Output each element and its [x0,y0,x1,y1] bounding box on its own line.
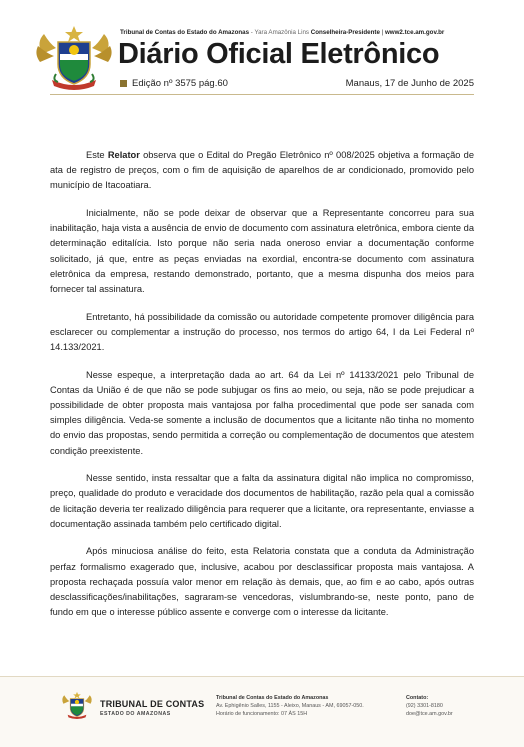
footer-contact-title: Contato: [406,695,429,701]
paragraph-3: Entretanto, há possibilidade da comissão ou autoridade competente promover diligência para esclarecer ou complementar a instrução do processo, nos termos do artigo 64, I da Lei Federal nº 14.133/2021. [50,311,474,353]
footer-address [216,694,364,719]
paragraph-1 [50,148,474,194]
page-title: Diário Oficial Eletrônico [118,38,440,70]
footer-address-street: Av. Ephigênio Salles, 1155 - Aleixo, Manaus - AM, 69057-050. [216,703,364,710]
footer-brand [100,699,204,717]
footer-contact-phone[interactable]: (92) 3301-8180 [406,703,443,710]
footer-brand-state: ESTADO DO AMAZONAS [100,711,171,717]
paragraph-6: Após minuciosa análise do feito, esta Relatoria constata que a conduta da Administração perfaz formalismo exagerado que, inclusive, acabou por desclassificar proposta mais vantajosa. A proposta rechaçada possuía valor menor em relação às demais, que, ao fim e ao cabo, após outras desclassificações/inabilitações, sagraram-se vencedoras, vislumbrando-se, neste ponto, pano de fundo em que o interesse público assente e converge com o interesse da licitante. [50,546,474,618]
square-bullet-icon [120,80,127,87]
coat-of-arms-icon [34,24,114,90]
paragraph-1-text: observa que o Edital do Pregão Eletrônico nº 008/2025 objetiva a formação de ata de registro de preços, com o fim de aquisição de aparelhos de ar condicionado, promovido pelo município de Itacoatiara. [50,150,474,191]
president-name: - Yara Amazônia Lins [250,29,310,36]
paragraph-1-lead: Este [86,150,105,160]
header-divider [50,94,474,95]
edition-label: Edição nº 3575 pág.60 [132,78,228,89]
footer-contact [406,694,453,719]
footer-address-title: Tribunal de Contas do Estado do Amazonas [216,695,329,701]
president-role: Conselheira-Presidente [310,29,380,36]
footer-contact-email[interactable]: doe@tce.am.gov.br [406,711,453,718]
document-body [50,148,474,633]
footer-coat-of-arms-icon [60,688,94,722]
website-link[interactable]: www2.tce.am.gov.br [384,29,445,36]
publication-date: Manaus, 17 de Junho de 2025 [345,78,474,89]
institution-name: Tribunal de Contas do Estado do Amazonas [120,29,250,36]
header-institution-line [120,29,510,36]
header-separator: | [381,29,384,36]
paragraph-2: Inicialmente, não se pode deixar de observar que a Representante concorreu para sua inabilitação, haja vista a ausência de envio de documento com assinatura eletrônica, embora ciente da determinação editalícia. Isto porque não seria nada oneroso enviar a documentação conforme solicitado, já que, entre as peças enviadas na exordial, encontra-se documento com assinatura eletrônica da empresa, restando demonstrado, portanto, que a mesma dispunha dos meios para fornecer tal assinatura. [50,208,474,295]
document-header [0,0,524,110]
edition-info [120,78,228,89]
paragraph-1-bold: Relator [107,150,140,160]
footer-brand-name: TRIBUNAL DE CONTAS [100,699,205,709]
footer-opening-hours: Horário de funcionamento: 07 ÀS 15H [216,711,308,718]
paragraph-5: Nesse sentido, insta ressaltar que a falta da assinatura digital não implica no compromisso, preço, qualidade do produto e veracidade dos documentos de habilitação, razão pela qual a comissão de licitação deveria ter realizado diligência para requerer que a licitante, ora representante, enviasse a documentação assinada também pelo certificado digital. [50,473,474,529]
paragraph-4: Nesse espeque, a interpretação dada ao art. 64 da Lei nº 14133/2021 pelo Tribunal de Contas da União é de que não se pode subjugar os fins ao meio, ou seja, não se pode prejudicar a possibilidade de obter proposta mais vantajosa por falha procedimental que pode ser sanada com simples diligência. Veda-se somente a inclusão de documentos que a licitante não tinha no momento do envio das propostas, sendo permitida a correção ou complementação de documentos que atestem condição preexistente. [50,369,474,456]
